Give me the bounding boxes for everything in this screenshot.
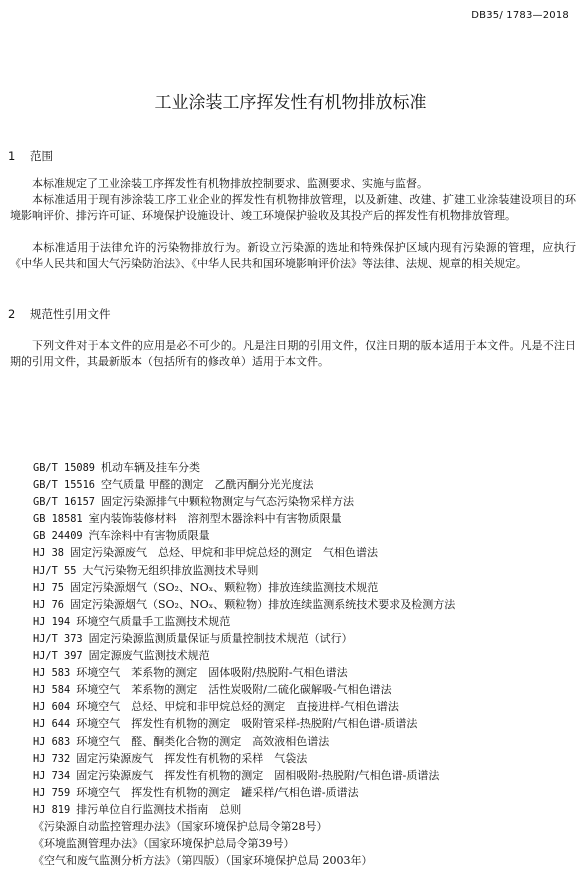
paragraph: 本标准规定了工业涂装工序挥发性有机物排放控制要求、监测要求、实施与监督。	[32, 177, 428, 190]
reference-item	[33, 733, 578, 750]
section-number: 2	[8, 307, 16, 321]
reference-title: 室内装饰装修材料 溶剂型木器涂料中有害物质限量	[88, 512, 342, 526]
reference-item	[33, 835, 578, 852]
reference-title: 固定污染源废气 挥发性有机物的测定 固相吸附-热脱附/气相色谱-质谱法	[76, 768, 440, 782]
reference-code: HJ 584	[33, 684, 71, 697]
reference-title: 环境空气 总烃、甲烷和非甲烷总烃的测定 直接进样-气相色谱法	[76, 700, 399, 714]
section-number: 1	[8, 149, 16, 163]
reference-title: 《环境监测管理办法》（国家环境保护总局令第39号）	[33, 837, 295, 851]
reference-code: GB/T 16157	[33, 496, 95, 509]
paragraph: 本标准适用于现有涉涂装工序工业企业的挥发性有机物排放管理，以及新建、改建、扩建工业涂装建设项目的环境影响评价、排污许可证、环境保护设施设计、竣工环境保护验收及其投产后的挥发性有机物排放管理。	[10, 193, 576, 222]
reference-code: HJ/T 373	[33, 632, 83, 645]
reference-code: HJ 819	[33, 803, 71, 816]
reference-item	[33, 647, 578, 664]
reference-code: HJ 75	[33, 581, 64, 594]
reference-list	[33, 459, 578, 869]
reference-item	[33, 784, 578, 801]
reference-title: 固定源废气监测技术规范	[88, 649, 210, 663]
reference-title: 固定污染源烟气（SO₂、NOₓ、颗粒物）排放连续监测系统技术要求及检测方法	[70, 597, 456, 611]
reference-title: 固定污染源监测质量保证与质量控制技术规范（试行）	[88, 631, 353, 645]
reference-title: 排污单位自行监测技术指南 总则	[76, 802, 242, 816]
reference-code: GB/T 15516	[33, 479, 95, 492]
reference-code: HJ 38	[33, 547, 64, 560]
reference-item	[33, 801, 578, 818]
reference-title: 环境空气 挥发性有机物的测定 罐采样/气相色谱-质谱法	[76, 785, 359, 799]
reference-title: 空气质量 甲醛的测定 乙酰丙酮分光光度法	[101, 478, 314, 492]
reference-title: 环境空气 挥发性有机物的测定 吸附管采样-热脱附/气相色谱-质谱法	[76, 717, 418, 731]
reference-code: HJ 194	[33, 615, 71, 628]
reference-title: 汽车涂料中有害物质限量	[88, 529, 210, 543]
reference-item	[33, 459, 578, 476]
reference-code: GB 24409	[33, 530, 83, 543]
reference-item	[33, 681, 578, 698]
reference-code: HJ 683	[33, 735, 71, 748]
reference-code: HJ 734	[33, 769, 71, 782]
reference-title: 机动车辆及挂车分类	[101, 461, 200, 474]
section-title: 范围	[30, 149, 53, 163]
reference-item	[33, 630, 578, 647]
reference-item	[33, 715, 578, 732]
reference-item	[33, 596, 578, 613]
reference-title: 大气污染物无组织排放监测技术导则	[82, 563, 259, 577]
reference-item	[33, 698, 578, 715]
reference-item	[33, 510, 578, 527]
section-1-heading	[8, 148, 53, 164]
paragraph: 下列文件对于本文件的应用是必不可少的。凡是注日期的引用文件，仅注日期的版本适用于本文件。凡是不注日期的引用文件，其最新版本（包括所有的修改单）适用于本文件。	[10, 339, 576, 368]
reference-code: HJ 644	[33, 718, 71, 731]
reference-code: GB/T 15089	[33, 462, 95, 474]
reference-item	[33, 544, 578, 561]
reference-code: HJ 759	[33, 786, 71, 799]
reference-item	[33, 818, 578, 835]
reference-item	[33, 579, 578, 596]
reference-item	[33, 527, 578, 544]
reference-title: 固定污染源排气中颗粒物测定与气态污染物采样方法	[101, 495, 354, 509]
paragraph: 本标准适用于法律允许的污染物排放行为。新设立污染源的选址和特殊保护区域内现有污染源的管理，应执行《中华人民共和国大气污染防治法》、《中华人民共和国环境影响评价法》等法律、法规、规章的相关规定。	[10, 241, 576, 270]
reference-item	[33, 562, 578, 579]
reference-code: HJ/T 55	[33, 564, 77, 577]
reference-title: 固定污染源烟气（SO₂、NOₓ、颗粒物）排放连续监测技术规范	[70, 580, 379, 594]
reference-code: HJ 732	[33, 752, 71, 765]
reference-item	[33, 476, 578, 493]
reference-title: 固定污染源废气 总烃、甲烷和非甲烷总烃的测定 气相色谱法	[70, 546, 378, 560]
reference-code: HJ/T 397	[33, 650, 83, 663]
reference-title: 环境空气 苯系物的测定 活性炭吸附/二硫化碳解吸-气相色谱法	[76, 683, 392, 697]
section-2-heading	[8, 306, 111, 322]
reference-title: 环境空气 醛、酮类化合物的测定 高效液相色谱法	[76, 734, 330, 748]
reference-item	[33, 750, 578, 767]
reference-title: 《空气和废气监测分析方法》（第四版）（国家环境保护总局 2003年）	[33, 854, 373, 868]
reference-title: 环境空气质量手工监测技术规范	[76, 614, 231, 628]
reference-title: 环境空气 苯系物的测定 固体吸附/热脱附-气相色谱法	[76, 666, 348, 680]
reference-code: HJ 583	[33, 667, 71, 680]
reference-item	[33, 767, 578, 784]
document-title: 工业涂装工序挥发性有机物排放标准	[154, 93, 427, 113]
reference-item	[33, 852, 578, 869]
document-code: DB35/ 1783—2018	[471, 10, 569, 21]
reference-item	[33, 664, 578, 681]
reference-code: HJ 76	[33, 598, 64, 611]
reference-title: 固定污染源废气 挥发性有机物的采样 气袋法	[76, 751, 308, 765]
reference-code: GB 18581	[33, 513, 83, 526]
reference-code: HJ 604	[33, 701, 71, 714]
reference-item	[33, 613, 578, 630]
reference-item	[33, 493, 578, 510]
section-title: 规范性引用文件	[30, 307, 111, 321]
reference-title: 《污染源自动监控管理办法》（国家环境保护总局令第28号）	[33, 819, 328, 833]
